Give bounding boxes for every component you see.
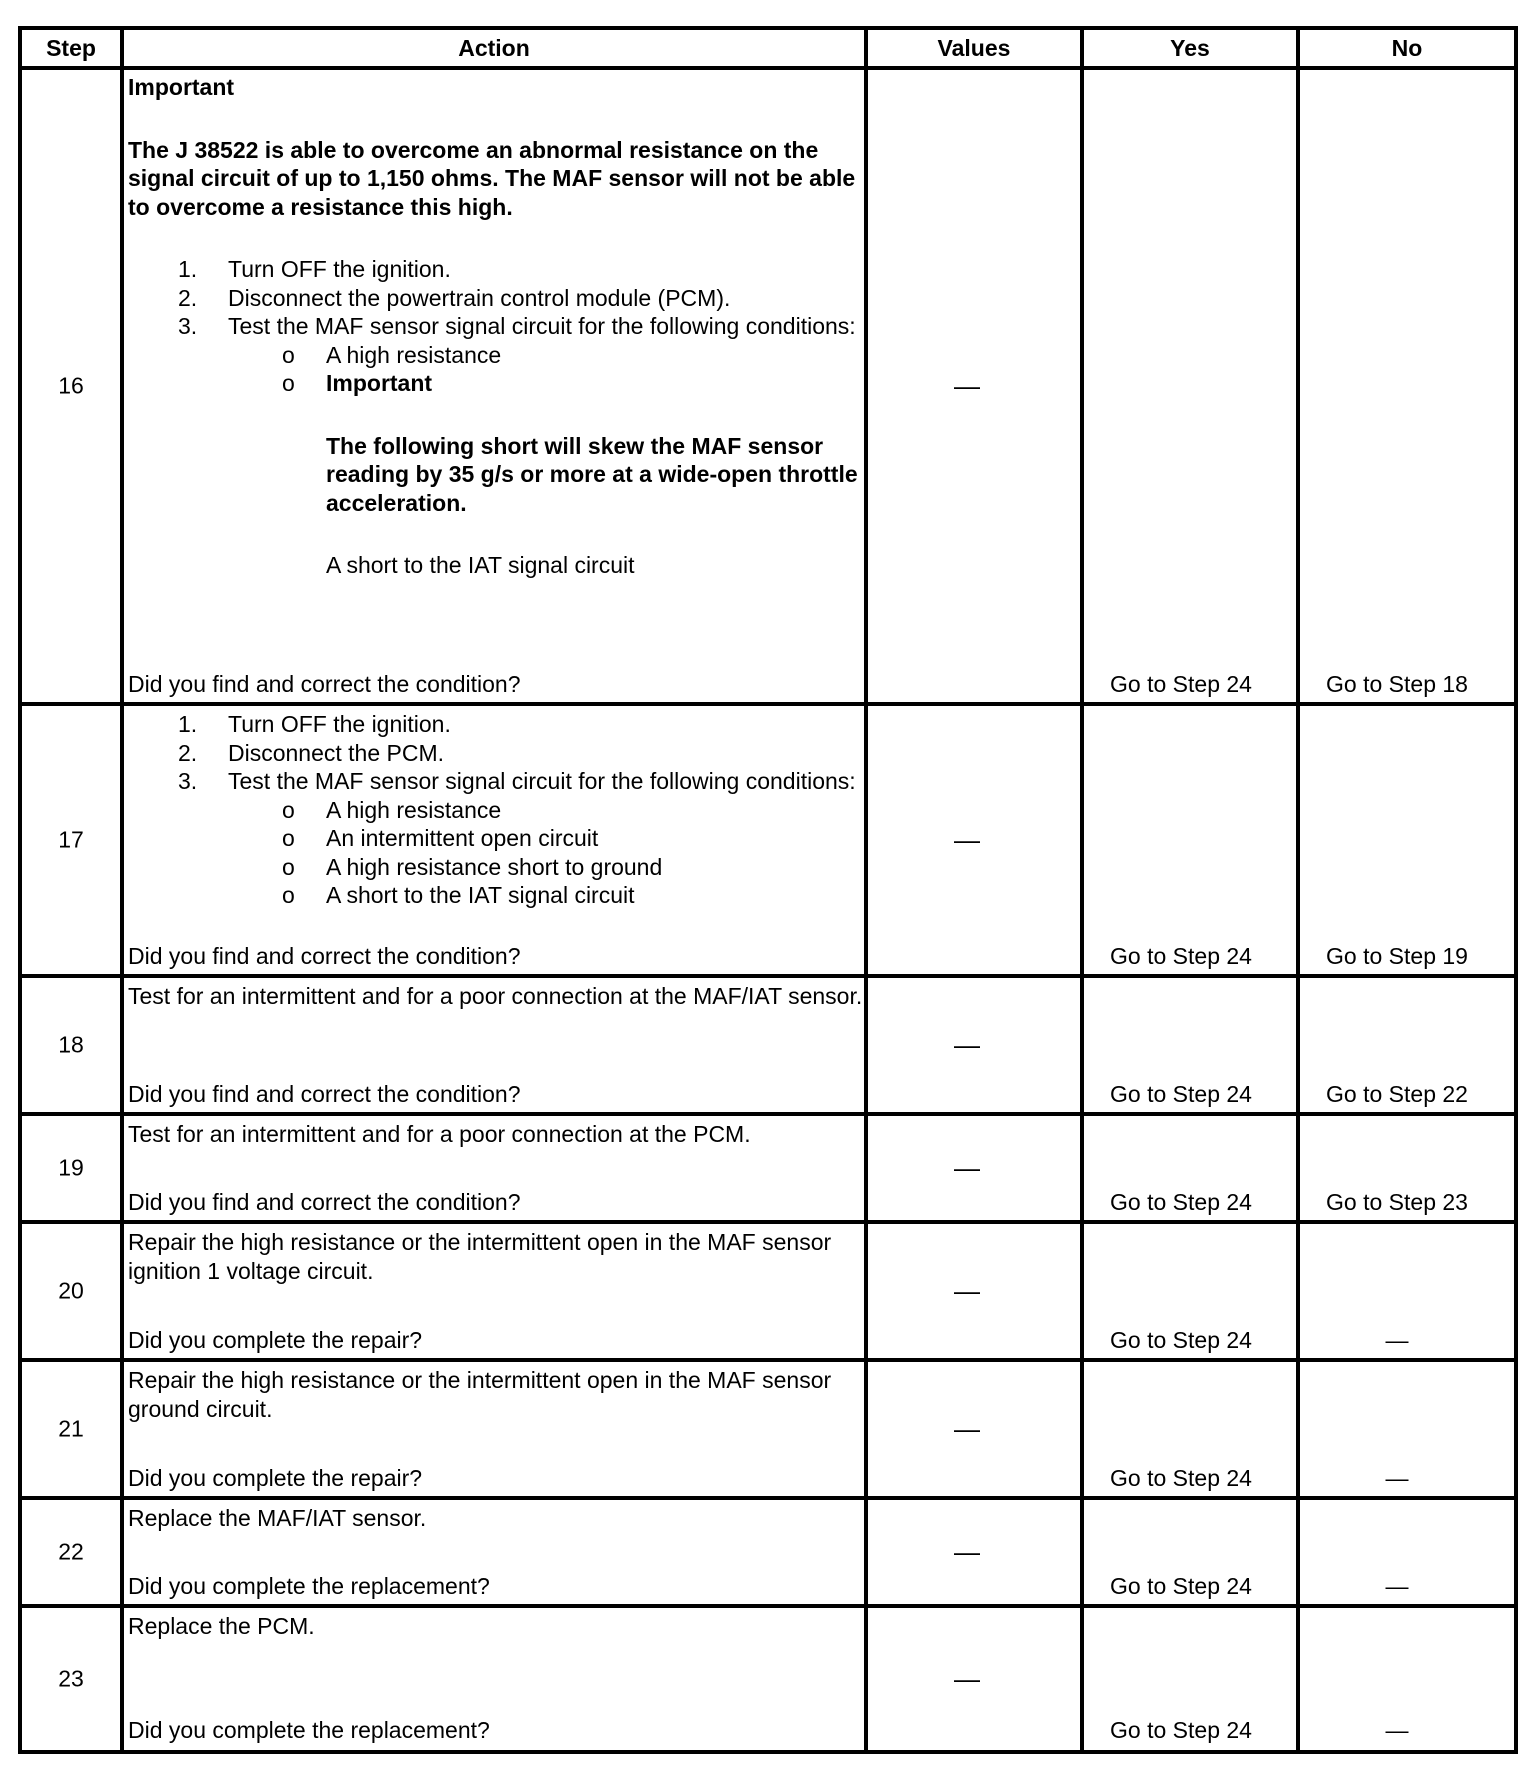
list-item: o An intermittent open circuit (282, 825, 599, 851)
no-cell: — (1385, 1327, 1409, 1353)
header-values: Values (937, 35, 1011, 61)
table-row (22, 1608, 1514, 1750)
list-item: 2. Disconnect the powertrain control module (PCM). (178, 284, 731, 311)
bullet-icon: o (282, 796, 295, 823)
values-cell: — (954, 1413, 980, 1444)
bullet-icon: o (282, 853, 295, 880)
values-cell: — (954, 1663, 980, 1694)
bullet-icon: o (282, 341, 295, 368)
action-text: Repair the high resistance or the intermittent open in the MAF sensor ignition 1 voltage circuit. (128, 1229, 832, 1284)
action-cell (128, 73, 868, 580)
step-number: 17 (58, 826, 84, 853)
action-cell (128, 710, 868, 910)
list-item: o A high resistance (282, 796, 502, 823)
table-row (22, 978, 1514, 1112)
values-cell: — (954, 1152, 980, 1183)
question-text: Did you complete the repair? (128, 1465, 423, 1491)
values-cell: — (954, 1536, 980, 1567)
bullet-icon: o (282, 882, 295, 908)
list-item: o A short to the IAT signal circuit (282, 882, 635, 908)
table-row (22, 1362, 1514, 1496)
step-number: 22 (58, 1538, 84, 1565)
list-item: 3. Test the MAF sensor signal circuit for the following conditions: (178, 313, 856, 339)
no-cell: — (1385, 1465, 1409, 1491)
important-note: The J 38522 is able to overcome an abnormal resistance on the signal circuit of up to 1,150 ohms. The MAF sensor will not be able to overcome a resistance this high. (128, 136, 856, 220)
sub-condition: A short to the IAT signal circuit (326, 552, 635, 578)
table-row (22, 1224, 1514, 1358)
table-row (22, 1116, 1514, 1220)
list-item: 2. Disconnect the PCM. (178, 739, 445, 766)
step-number: 21 (58, 1415, 84, 1442)
question-text: Did you find and correct the condition? (128, 671, 521, 697)
action-text: Repair the high resistance or the intermittent open in the MAF sensor ground circuit. (128, 1367, 832, 1422)
list-item: o A high resistance (282, 341, 502, 368)
yes-cell: Go to Step 24 (1110, 1717, 1252, 1743)
question-text: Did you complete the repair? (128, 1327, 423, 1353)
values-cell: — (954, 824, 980, 855)
yes-cell: Go to Step 24 (1110, 1573, 1252, 1599)
yes-cell: Go to Step 24 (1110, 1465, 1252, 1491)
list-item: 3. Test the MAF sensor signal circuit for the following conditions: (178, 768, 856, 794)
header-step: Step (46, 35, 96, 61)
action-text: Test for an intermittent and for a poor connection at the PCM. (128, 1121, 751, 1147)
values-cell: — (954, 1275, 980, 1306)
yes-cell: Go to Step 24 (1110, 1327, 1252, 1353)
list-item: o Important (282, 370, 433, 396)
step-number: 18 (58, 1031, 84, 1058)
action-text: Replace the MAF/IAT sensor. (128, 1505, 427, 1531)
diagnostic-table (18, 26, 1518, 1754)
header-yes: Yes (1170, 35, 1210, 61)
table-row (22, 1500, 1514, 1604)
no-cell: — (1385, 1717, 1409, 1743)
step-number: 20 (58, 1277, 84, 1304)
yes-cell: Go to Step 24 (1110, 943, 1252, 969)
step-number: 16 (58, 372, 84, 399)
yes-cell: Go to Step 24 (1110, 1189, 1252, 1215)
step-number: 19 (58, 1154, 84, 1181)
action-text: Test for an intermittent and for a poor connection at the MAF/IAT sensor. (128, 983, 863, 1009)
question-text: Did you find and correct the condition? (128, 1081, 521, 1107)
important-label: Important (128, 74, 235, 100)
header-action: Action (458, 35, 530, 61)
question-text: Did you find and correct the condition? (128, 943, 521, 969)
yes-cell: Go to Step 24 (1110, 671, 1252, 697)
yes-cell: Go to Step 24 (1110, 1081, 1252, 1107)
no-cell: — (1385, 1573, 1409, 1599)
no-cell: Go to Step 19 (1326, 943, 1468, 969)
header-no: No (1391, 35, 1423, 61)
table-header (22, 30, 1514, 70)
no-cell: Go to Step 23 (1326, 1189, 1468, 1215)
no-cell: Go to Step 18 (1326, 671, 1468, 697)
no-cell: Go to Step 22 (1326, 1081, 1468, 1107)
values-cell: — (954, 1029, 980, 1060)
table-row (22, 70, 1514, 702)
important-note: The following short will skew the MAF sensor reading by 35 g/s or more at a wide-open throttle acceleration. (326, 432, 858, 516)
bullet-icon: o (282, 370, 295, 396)
table-row (22, 706, 1514, 974)
step-number: 23 (58, 1665, 84, 1692)
list-item: o A high resistance short to ground (282, 853, 663, 880)
action-text: Replace the PCM. (128, 1613, 315, 1639)
question-text: Did you complete the replacement? (128, 1573, 490, 1599)
question-text: Did you find and correct the condition? (128, 1189, 521, 1215)
list-item: 1. Turn OFF the ignition. (178, 711, 451, 737)
list-item: 1. Turn OFF the ignition. (178, 256, 451, 282)
question-text: Did you complete the replacement? (128, 1717, 490, 1743)
bullet-icon: o (282, 825, 295, 851)
values-cell: — (954, 370, 980, 401)
